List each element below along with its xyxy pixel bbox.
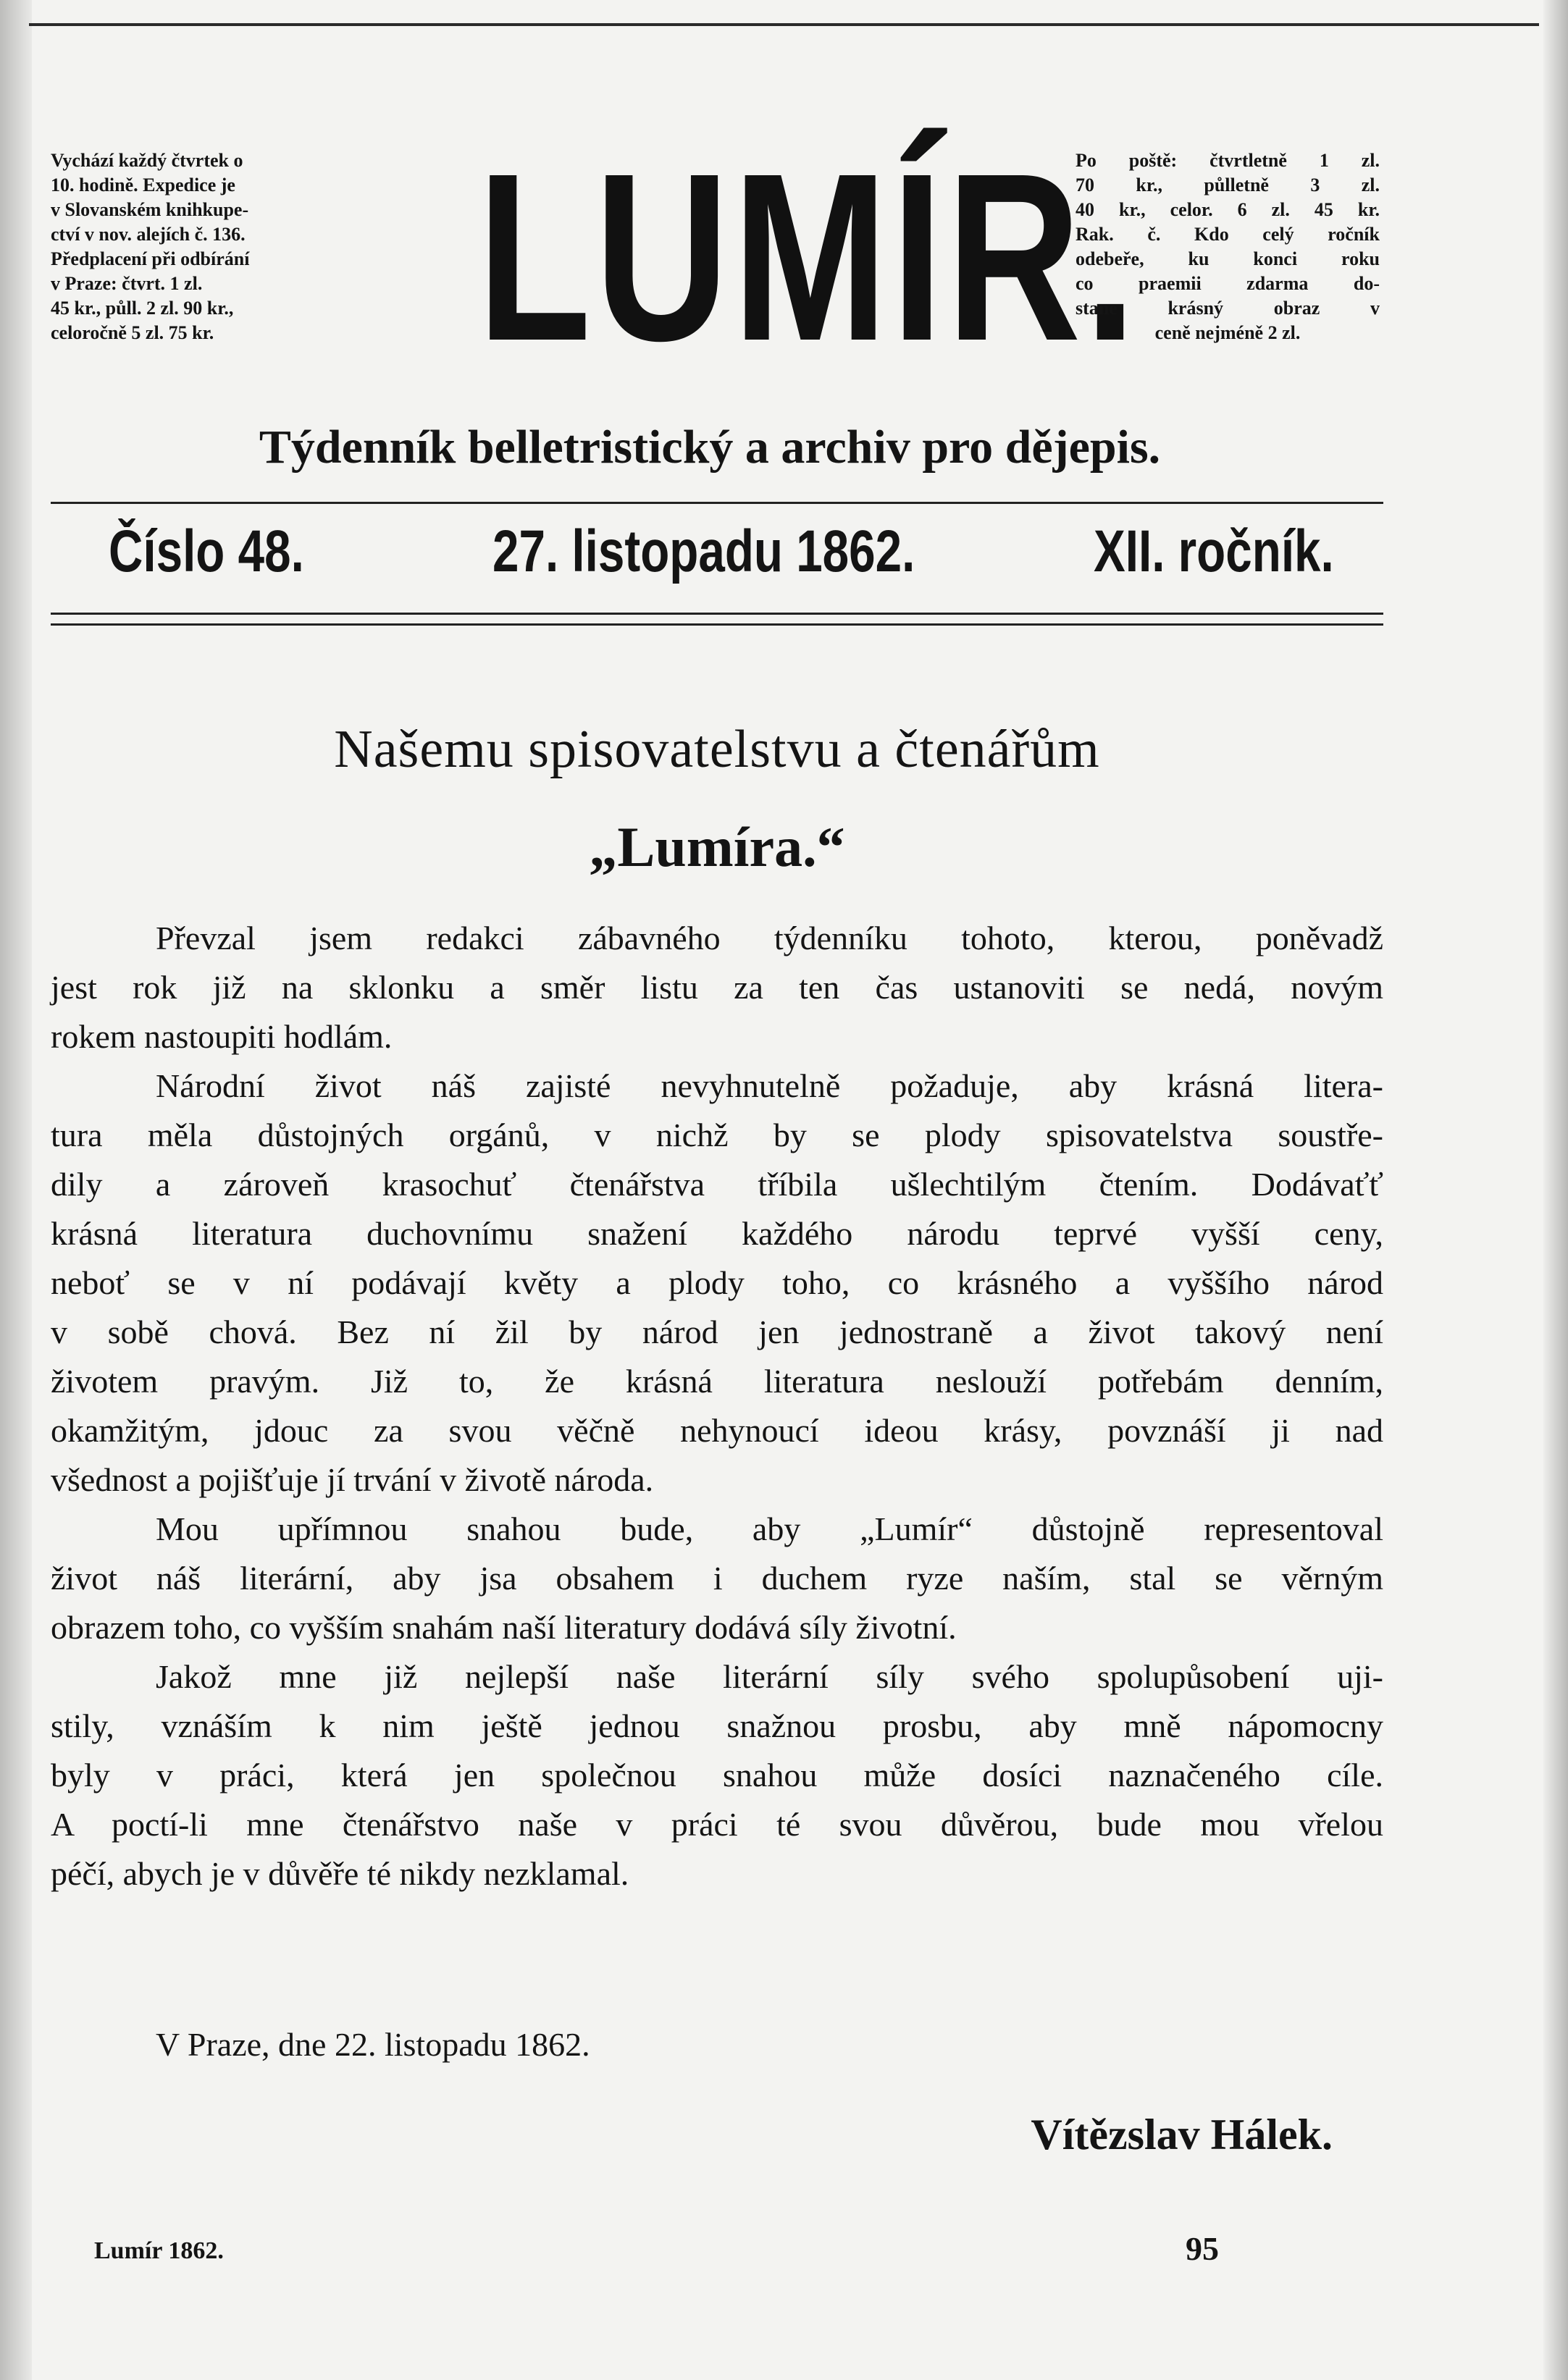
subscription-left-line: ctví v nov. alejích č. 136. xyxy=(51,224,246,245)
text-line: Jakož mne již nejlepší naše literární síly svého spolupůsobení uji- xyxy=(156,1658,1383,1695)
subscription-left-line: v Praze: čtvrt. 1 zl. xyxy=(51,273,203,294)
text-line: jest rok již na sklonku a směr listu za ten čas ustanoviti se nedá, novým xyxy=(51,969,1383,1006)
issue-volume: XII. ročník. xyxy=(1094,518,1334,584)
article-subtitle: „Lumíra.“ xyxy=(589,815,845,878)
text-line: tura měla důstojných orgánů, v nichž by se plody spisovatelstva soustře- xyxy=(51,1117,1383,1153)
subscription-right-line: 70 kr., půlletně 3 zl. xyxy=(1076,174,1380,195)
masthead-title-text: LUMÍR. xyxy=(477,123,1140,390)
text-line: životem pravým. Již to, že krásná literatura neslouží potřebám denním, xyxy=(51,1363,1383,1400)
text-line: dily a zároveň krasochuť čtenářstva tříbila ušlechtilým čtením. Dodávaťť xyxy=(51,1166,1383,1203)
footer-publication: Lumír 1862. xyxy=(94,2237,224,2264)
masthead-divider xyxy=(51,502,1383,504)
issue-number: Číslo 48. xyxy=(109,518,304,584)
top-border-rule xyxy=(29,23,1539,26)
subscription-left-line: 45 kr., půll. 2 zl. 90 kr., xyxy=(51,298,234,319)
issue-date: 27. listopadu 1862. xyxy=(492,518,915,584)
subscription-info-right xyxy=(1076,148,1380,345)
subscription-right-line: ceně nejméně 2 zl. xyxy=(1154,322,1301,343)
article-title: Našemu spisovatelstvu a čtenářům xyxy=(334,720,1100,779)
subscription-right-line: odebeře, ku konci roku xyxy=(1076,248,1380,269)
article-paragraph xyxy=(51,914,1383,1061)
subscription-left-line: 10. hodině. Expedice je xyxy=(51,174,235,195)
subscription-right-line: stane krásný obraz v xyxy=(1076,298,1380,319)
text-line: Mou upřímnou snahou bude, aby „Lumír“ důstojně representoval xyxy=(156,1510,1383,1547)
article-paragraph xyxy=(51,1505,1383,1652)
text-line: všednost a pojišťuje jí trvání v životě národa. xyxy=(51,1461,654,1498)
text-line: život náš literární, aby jsa obsahem i duchem ryze naším, stal se věrným xyxy=(51,1560,1383,1597)
text-line: A poctí-li mne čtenářstvo naše v práci té svou důvěrou, bude mou vřelou xyxy=(51,1806,1383,1843)
text-line: obrazem toho, co vyšším snahám naší literatury dodává síly životní. xyxy=(51,1609,957,1646)
text-line: neboť se v ní podávají květy a plody toho, co krásného a vyššího národ xyxy=(51,1264,1383,1301)
closing-place-date: V Praze, dne 22. listopadu 1862. xyxy=(156,2026,590,2063)
subscription-left-line: celoročně 5 zl. 75 kr. xyxy=(51,322,214,343)
text-line: péčí, abych je v důvěře té nikdy nezklamal. xyxy=(51,1855,629,1892)
text-line: rokem nastoupiti hodlám. xyxy=(51,1018,393,1055)
text-line: Národní život náš zajisté nevyhnutelně požaduje, aby krásná litera- xyxy=(156,1067,1383,1104)
subscription-left-line: v Slovanském knihkupe- xyxy=(51,199,249,220)
text-line: krásná literatura duchovnímu snažení každého národu teprvé vyšší ceny, xyxy=(51,1215,1383,1252)
article-paragraph xyxy=(51,1652,1383,1898)
subscription-right-line: 40 kr., celor. 6 zl. 45 kr. xyxy=(1076,199,1380,220)
subscription-info-left xyxy=(51,148,369,345)
text-line: v sobě chová. Bez ní žil by národ jen jednostraně a život takový není xyxy=(51,1313,1383,1350)
article-body xyxy=(51,914,1383,1898)
author-signature: Vítězslav Hálek. xyxy=(1031,2111,1333,2158)
page-number: 95 xyxy=(1186,2230,1219,2267)
subscription-right-line: Po poště: čtvrtletně 1 zl. xyxy=(1076,150,1380,171)
issue-line xyxy=(0,516,1568,588)
subscription-left-line: Vychází každý čtvrtek o xyxy=(51,150,243,171)
text-line: Převzal jsem redakci zábavného týdenníku tohoto, kterou, poněvadž xyxy=(156,920,1383,956)
text-line: stily, vznáším k nim ještě jednou snažnou prosbu, aby mně nápomocny xyxy=(51,1707,1383,1744)
subscription-right-line: co praemii zdarma do- xyxy=(1076,273,1380,294)
issue-line-double-rule xyxy=(51,613,1383,626)
text-line: byly v práci, která jen společnou snahou může dosíci naznačeného cíle. xyxy=(51,1757,1383,1794)
masthead-subtitle: Týdenník belletristický a archiv pro dějepis. xyxy=(259,421,1161,474)
masthead-title xyxy=(384,123,1140,391)
subscription-right-line: Rak. č. Kdo celý ročník xyxy=(1076,224,1380,245)
article-paragraph xyxy=(51,1061,1383,1505)
text-line: okamžitým, jdouc za svou věčně nehynoucí ideou krásy, povznáší ji nad xyxy=(51,1412,1383,1449)
subscription-left-line: Předplacení při odbírání xyxy=(51,248,250,269)
